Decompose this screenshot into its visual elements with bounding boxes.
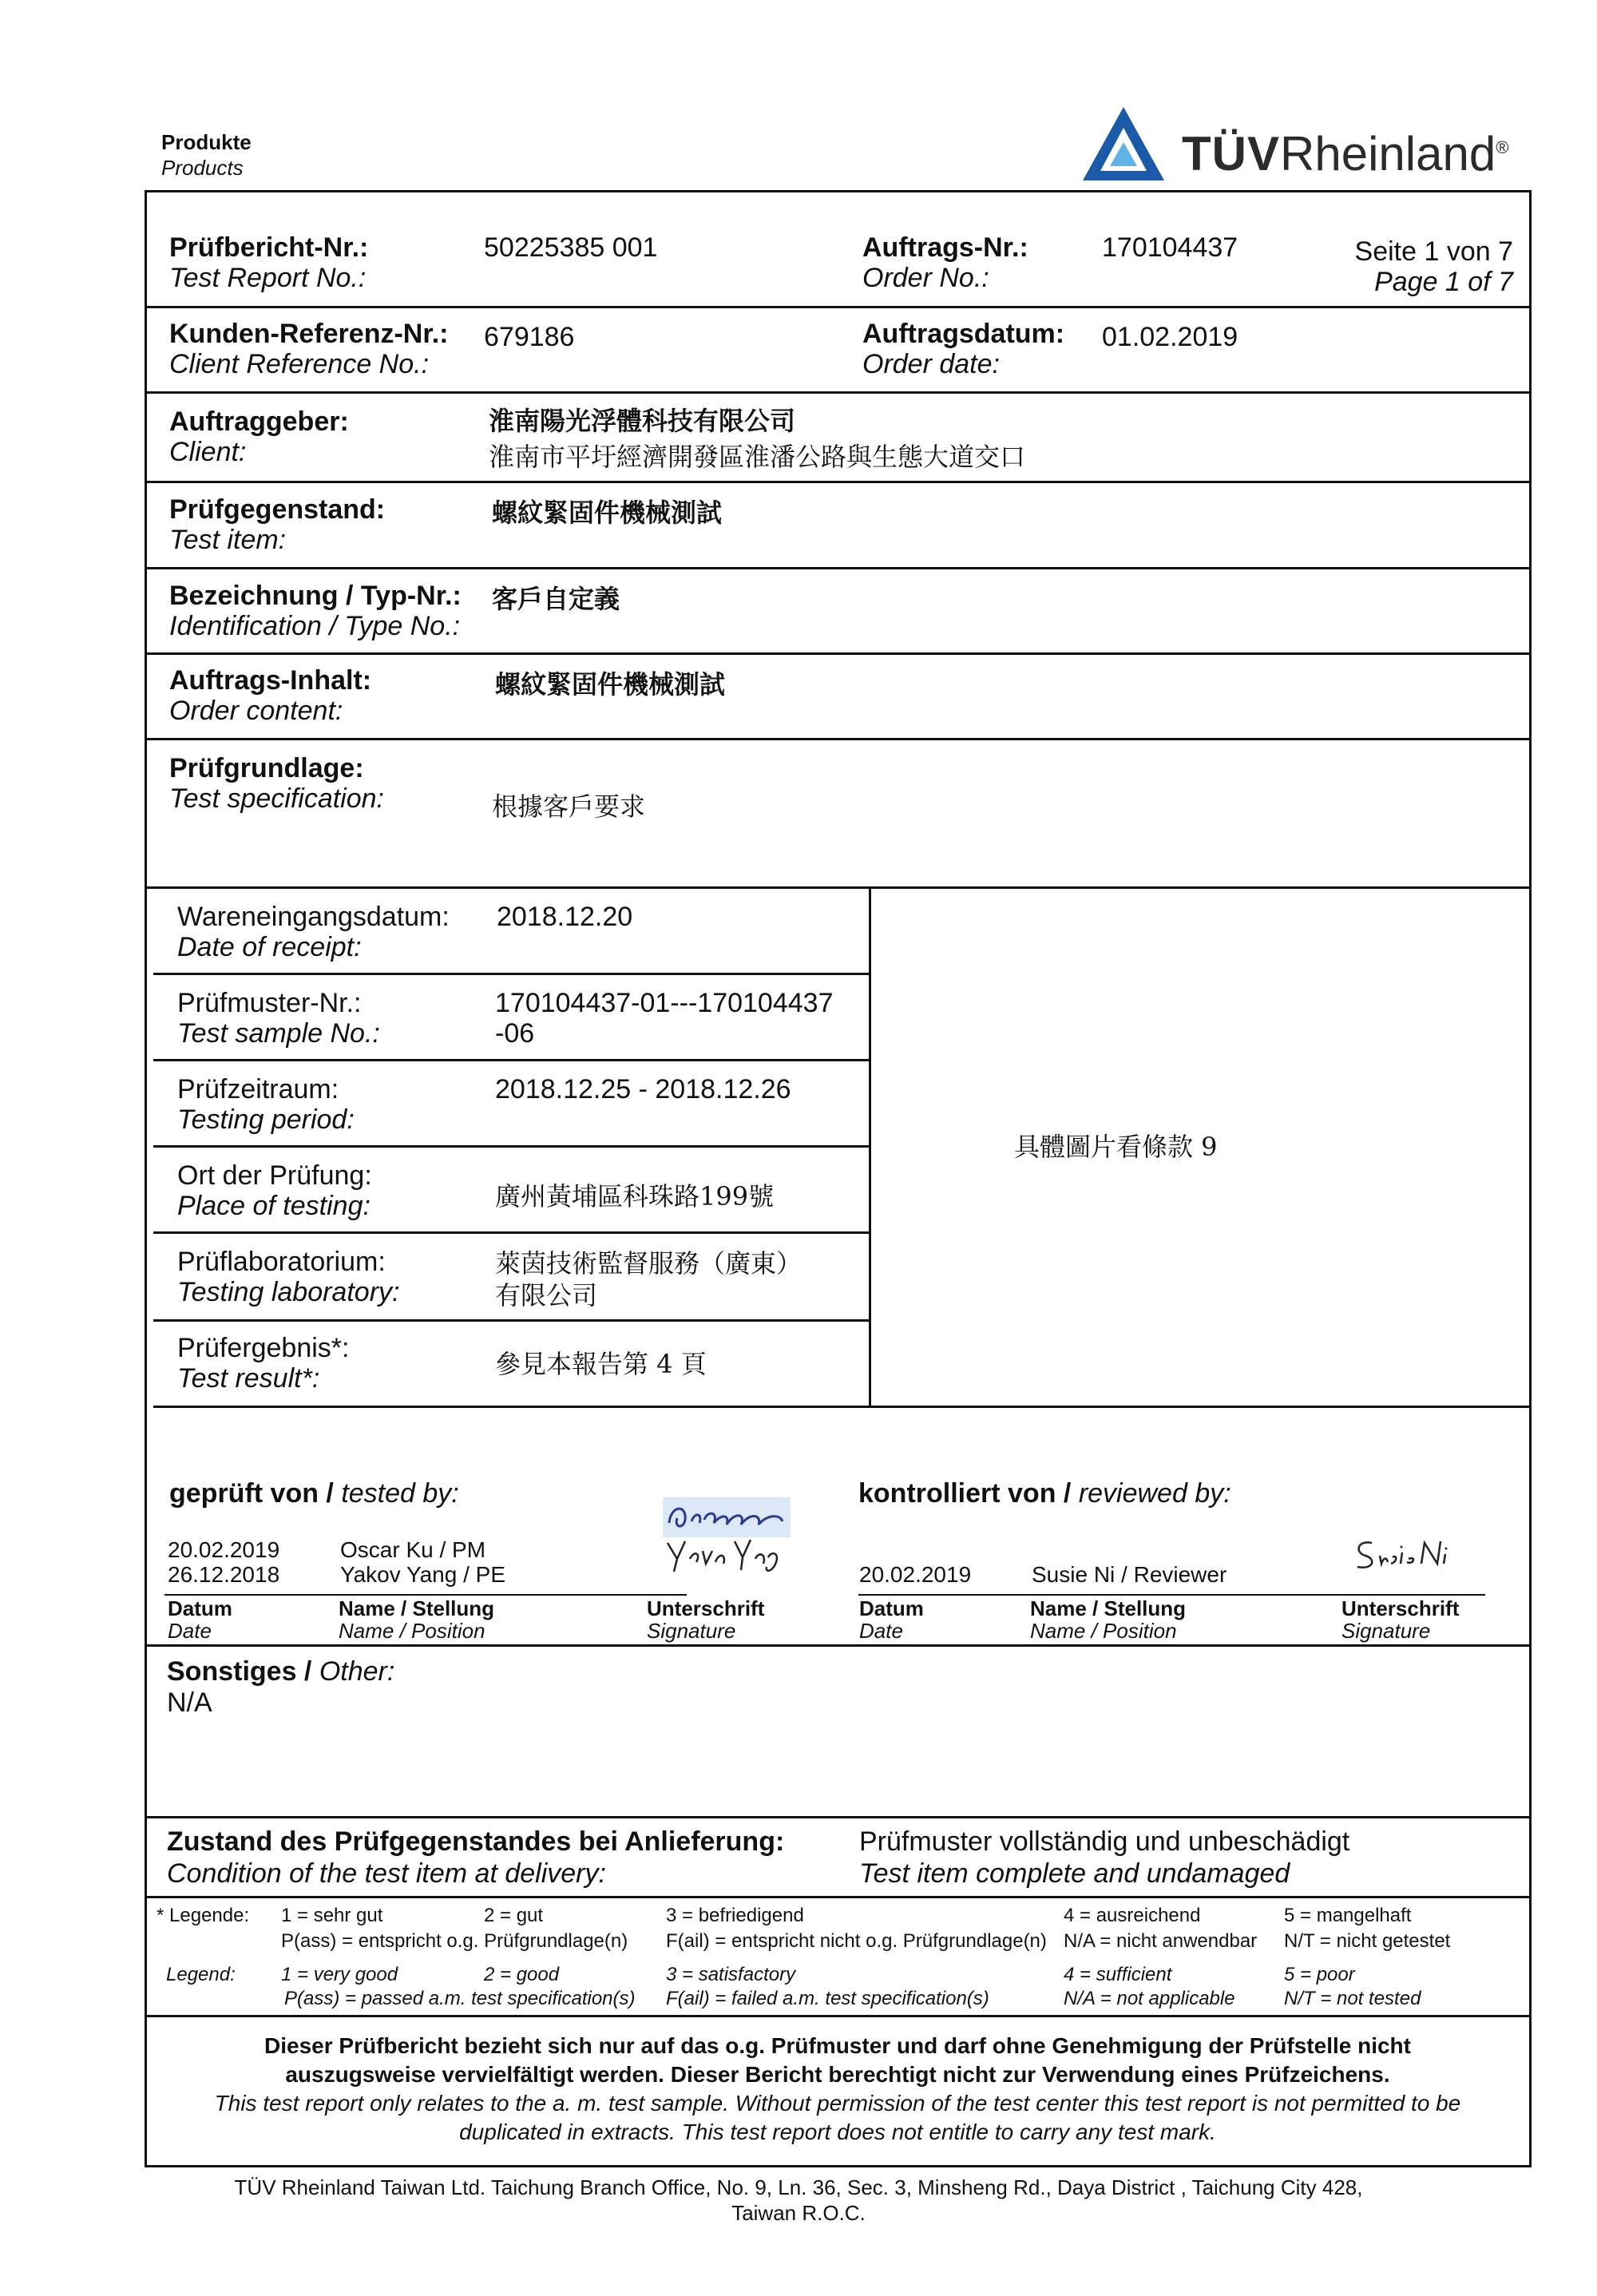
- page-number-en: Page 1 of 7: [1374, 267, 1513, 297]
- signature-oscar-ku: [663, 1497, 791, 1537]
- other-value: N/A: [167, 1687, 212, 1718]
- detail-label-de: Prüfzeitraum:: [177, 1074, 339, 1104]
- reviewed-by-heading: [858, 1477, 1231, 1509]
- condition-label-de: Zustand des Prüfgegenstandes bei Anlieferung:: [167, 1826, 785, 1857]
- test-item-value: 螺紋緊固件機械測試: [492, 498, 723, 528]
- tester-date: 26.12.2018: [168, 1562, 280, 1587]
- detail-value-cont: -06: [495, 1018, 535, 1049]
- order-no-label-en: Order No.:: [862, 263, 989, 293]
- legend-item: 4 = sufficient: [1064, 1964, 1172, 1985]
- other-heading: [167, 1656, 394, 1687]
- reviewer-date: 20.02.2019: [859, 1562, 972, 1587]
- legend-item: 2 = gut: [484, 1905, 544, 1926]
- detail-label-en: Testing period:: [177, 1104, 355, 1135]
- legend-item: N/A = not applicable: [1064, 1988, 1235, 2009]
- legend-item: 4 = ausreichend: [1064, 1905, 1201, 1926]
- col-date-en: Date: [859, 1619, 903, 1643]
- col-name-en: Name / Position: [339, 1619, 485, 1643]
- footer-address-line2: Taiwan R.O.C.: [731, 2201, 866, 2225]
- signature-yakov-yang: [663, 1535, 783, 1575]
- detail-label-en: Test sample No.:: [177, 1018, 380, 1049]
- col-signature-de: Unterschrift: [647, 1596, 765, 1620]
- legend-item: P(ass) = entspricht o.g. Prüfgrundlage(n): [281, 1930, 628, 1952]
- legend-item: F(ail) = entspricht nicht o.g. Prüfgrundlage(n): [666, 1930, 1047, 1952]
- tested-by-heading-de: geprüft von /: [169, 1478, 342, 1509]
- col-name-en: Name / Position: [1030, 1619, 1177, 1643]
- client-label-de: Auftraggeber:: [169, 406, 349, 437]
- test-spec-label-de: Prüfgrundlage:: [169, 753, 364, 783]
- order-no: 170104437: [1102, 232, 1238, 263]
- tester-date: 20.02.2019: [168, 1537, 280, 1562]
- col-signature-en: Signature: [647, 1619, 736, 1643]
- legend-item: N/T = not tested: [1284, 1988, 1421, 2009]
- reviewer-name: Susie Ni / Reviewer: [1032, 1562, 1227, 1587]
- detail-value: 參見本報告第 4 頁: [495, 1349, 707, 1379]
- detail-label-en: Testing laboratory:: [177, 1277, 400, 1307]
- tester-name: Yakov Yang / PE: [340, 1562, 506, 1587]
- detail-label-de: Ort der Prüfung:: [177, 1160, 372, 1191]
- col-date-de: Datum: [859, 1596, 924, 1620]
- detail-label-en: Test result*:: [177, 1363, 320, 1394]
- identification-label-en: Identification / Type No.:: [169, 611, 461, 641]
- legend-item: 2 = good: [484, 1964, 560, 1985]
- legend-item: 5 = mangelhaft: [1284, 1905, 1412, 1926]
- client-ref-label-de: Kunden-Referenz-Nr.:: [169, 319, 449, 349]
- category-label-de: Produkte: [161, 130, 252, 154]
- col-name-de: Name / Stellung: [339, 1596, 495, 1620]
- disclaimer-de-line2: auszugsweise vervielfältigt werden. Dieser Bericht berechtigt nicht zur Verwendung eines Prüfzeichens.: [285, 2062, 1390, 2087]
- detail-label-en: Date of receipt:: [177, 932, 362, 962]
- legend-item: 3 = satisfactory: [666, 1964, 796, 1985]
- page-number-de: Seite 1 von 7: [1354, 236, 1513, 267]
- identification-label-de: Bezeichnung / Typ-Nr.:: [169, 581, 462, 611]
- condition-value-en: Test item complete and undamaged: [859, 1858, 1290, 1889]
- col-signature-de: Unterschrift: [1341, 1596, 1460, 1620]
- client-ref-label-en: Client Reference No.:: [169, 349, 430, 379]
- legend-title-en: Legend:: [166, 1964, 236, 1985]
- report-no: 50225385 001: [484, 232, 658, 263]
- detail-label-de: Wareneingangsdatum:: [177, 902, 450, 932]
- client-address: 淮南市平圩經濟開發區淮潘公路與生態大道交口: [489, 442, 1026, 472]
- detail-value-cont: 有限公司: [495, 1280, 598, 1311]
- picture-note: 具體圖片看條款 9: [1014, 1132, 1218, 1162]
- legend-item: 5 = poor: [1284, 1964, 1355, 1985]
- detail-label-de: Prüfmuster-Nr.:: [177, 988, 362, 1018]
- condition-label-en: Condition of the test item at delivery:: [167, 1858, 606, 1889]
- detail-label-de: Prüfergebnis*:: [177, 1333, 350, 1363]
- category-label-en: Products: [161, 156, 244, 180]
- col-date-de: Datum: [168, 1596, 232, 1620]
- signature-susie-ni: [1349, 1535, 1461, 1575]
- other-label-en: Other:: [319, 1656, 395, 1687]
- order-content-label-de: Auftrags-Inhalt:: [169, 665, 372, 696]
- reviewed-by-heading-en: reviewed by:: [1078, 1478, 1231, 1509]
- tuv-logo-text: TÜVRheinland®: [1182, 127, 1509, 180]
- test-spec-label-en: Test specification:: [169, 783, 384, 814]
- order-date-label-de: Auftragsdatum:: [862, 319, 1065, 349]
- reviewed-by-heading-de: kontrolliert von /: [858, 1478, 1079, 1509]
- detail-value: 2018.12.25 - 2018.12.26: [495, 1074, 791, 1104]
- tested-by-heading-en: tested by:: [341, 1478, 459, 1509]
- legend-item: N/T = nicht getestet: [1284, 1930, 1451, 1952]
- legend-item: 3 = befriedigend: [666, 1905, 804, 1926]
- legend-item: 1 = very good: [281, 1964, 398, 1985]
- test-item-label-en: Test item:: [169, 525, 287, 555]
- order-no-label-de: Auftrags-Nr.:: [862, 232, 1028, 263]
- detail-label-de: Prüflaboratorium:: [177, 1247, 386, 1277]
- test-spec-value: 根據客戶要求: [492, 791, 646, 822]
- identification-value: 客戶自定義: [492, 584, 620, 614]
- test-item-label-de: Prüfgegenstand:: [169, 494, 386, 525]
- report-no-label-de: Prüfbericht-Nr.:: [169, 232, 369, 263]
- client-ref: 679186: [484, 322, 575, 352]
- col-date-en: Date: [168, 1619, 212, 1643]
- order-date-label-en: Order date:: [862, 349, 1000, 379]
- client-name: 淮南陽光浮體科技有限公司: [489, 406, 796, 436]
- disclaimer-en-line2: duplicated in extracts. This test report does not entitle to carry any test mark.: [459, 2120, 1216, 2144]
- order-content-value: 螺紋緊固件機械測試: [495, 669, 726, 700]
- tuv-triangle-logo: [1080, 104, 1167, 184]
- col-signature-en: Signature: [1341, 1619, 1431, 1643]
- order-content-label-en: Order content:: [169, 696, 343, 726]
- client-label-en: Client:: [169, 437, 247, 467]
- other-label-de: Sonstiges /: [167, 1656, 319, 1687]
- legend-item: F(ail) = failed a.m. test specification(s): [666, 1988, 989, 2009]
- detail-value: 170104437-01---170104437: [495, 988, 834, 1018]
- tested-by-heading: [169, 1477, 459, 1509]
- legend-item: 1 = sehr gut: [281, 1905, 383, 1926]
- condition-value-de: Prüfmuster vollständig und unbeschädigt: [859, 1826, 1350, 1857]
- detail-value: 萊茵技術監督服務（廣東）: [495, 1248, 802, 1279]
- legend-item: P(ass) = passed a.m. test specification(s): [284, 1988, 636, 2009]
- footer-address-line1: TÜV Rheinland Taiwan Ltd. Taichung Branch Office, No. 9, Ln. 36, Sec. 3, Minsheng Rd., Daya District , Taichung City 428,: [234, 2175, 1363, 2199]
- detail-value: 廣州黃埔區科珠路199號: [495, 1181, 775, 1211]
- detail-value: 2018.12.20: [497, 902, 633, 932]
- col-name-de: Name / Stellung: [1030, 1596, 1187, 1620]
- disclaimer-de-line1: Dieser Prüfbericht bezieht sich nur auf das o.g. Prüfmuster und darf ohne Genehmigung der Prüfstelle nicht: [264, 2033, 1411, 2058]
- legend-title-de: * Legende:: [157, 1905, 250, 1926]
- tester-name: Oscar Ku / PM: [340, 1537, 486, 1562]
- order-date: 01.02.2019: [1102, 322, 1238, 352]
- disclaimer-en-line1: This test report only relates to the a. m. test sample. Without permission of the test center this test report is not permitted to be: [214, 2091, 1461, 2116]
- legend-item: N/A = nicht anwendbar: [1064, 1930, 1258, 1952]
- report-no-label-en: Test Report No.:: [169, 263, 367, 293]
- detail-label-en: Place of testing:: [177, 1191, 371, 1221]
